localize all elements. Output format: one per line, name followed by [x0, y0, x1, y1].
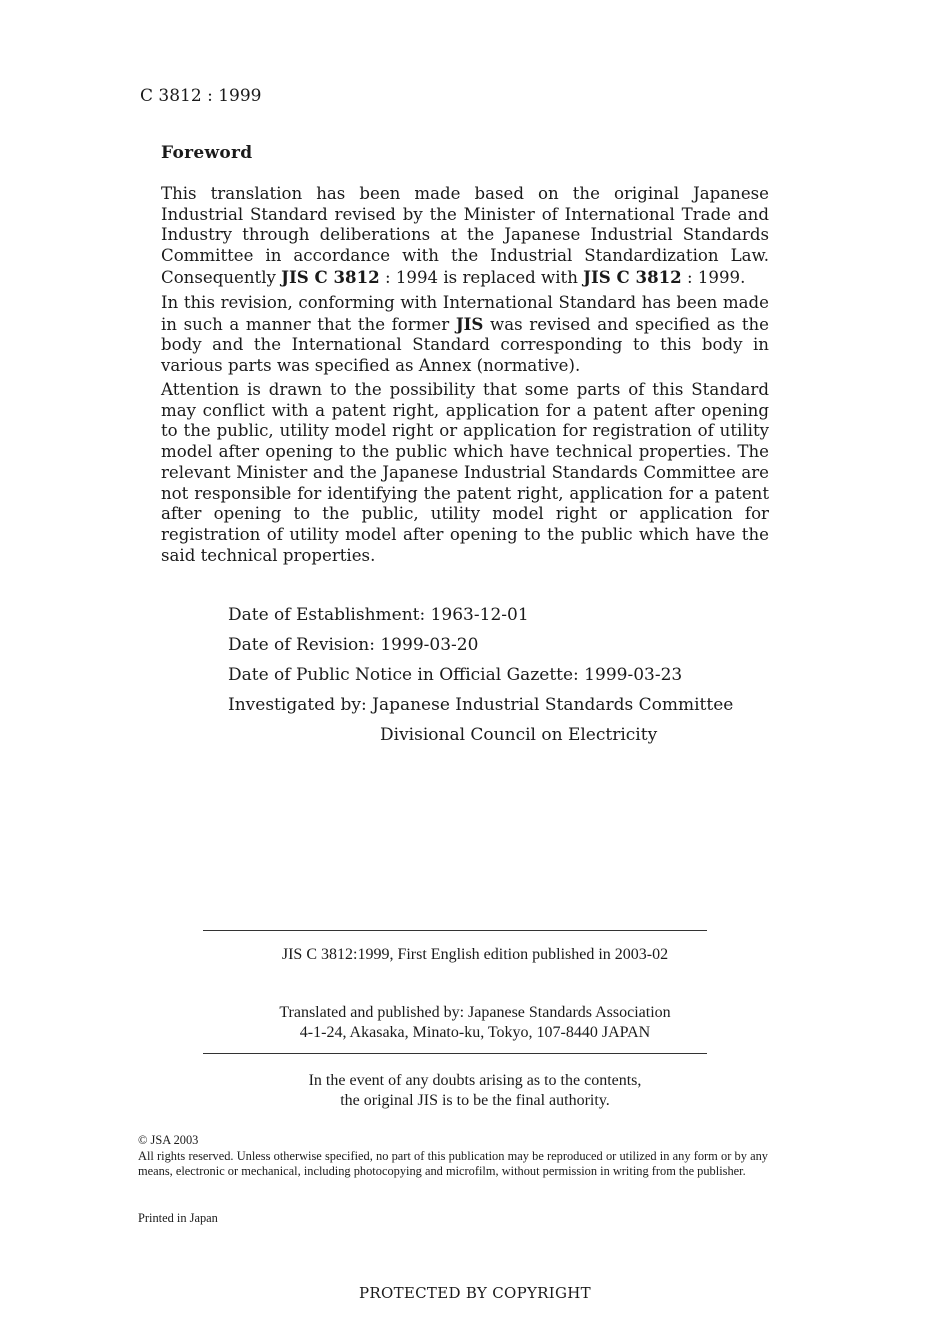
- investigated-by-council: Divisional Council on Electricity: [380, 725, 658, 745]
- paragraph-text: : 1994 is replaced with: [379, 267, 584, 287]
- divider-top: [203, 930, 707, 931]
- date-of-public-notice: Date of Public Notice in Official Gazette: 1999-03-23: [228, 665, 683, 685]
- copyright-notice: © JSA 2003: [138, 1133, 199, 1147]
- standard-reference: JIS C 3812: [281, 266, 380, 287]
- publisher-block: [160, 1003, 790, 1043]
- paragraph-text: In this revision, conforming with International Standard has been made in such a manner that the former: [161, 293, 769, 334]
- authority-notice-line-1: In the event of any doubts arising as to the contents,: [308, 1072, 642, 1089]
- divider-bottom: [203, 1053, 707, 1054]
- edition-statement: JIS C 3812:1999, First English edition published in 2003-02: [281, 946, 669, 963]
- date-of-establishment: Date of Establishment: 1963-12-01: [228, 605, 529, 625]
- protected-by-copyright-footer: PROTECTED BY COPYRIGHT: [359, 1284, 591, 1302]
- authority-notice: [160, 1071, 790, 1111]
- paragraph-text: : 1999.: [681, 267, 746, 287]
- printed-in: Printed in Japan: [138, 1211, 218, 1225]
- standard-reference: JIS: [455, 313, 484, 334]
- authority-notice-line-2: the original JIS is to be the final authority.: [340, 1092, 610, 1109]
- standard-reference: JIS C 3812: [583, 266, 682, 287]
- foreword-paragraph-2: [161, 293, 769, 377]
- foreword-heading: Foreword: [161, 143, 253, 163]
- date-of-revision: Date of Revision: 1999-03-20: [228, 635, 479, 655]
- paragraph-text: This translation has been made based on the original Japanese Industrial Standard revised by the Minister of International Trade and Industry through deliberations at the Japanese Industrial Standards Committee in accordance with the Industrial Standardization Law. Consequently: [161, 184, 769, 287]
- rights-reserved-text: All rights reserved. Unless otherwise specified, no part of this publication may be reproduced or utilized in any form or by any means, electronic or mechanical, including photocopying and microfilm, without permission in writing from the publisher.: [138, 1149, 768, 1178]
- document-code: C 3812 : 1999: [140, 86, 262, 106]
- foreword-paragraph-1: [161, 184, 769, 289]
- publisher-line: Translated and published by: Japanese Standards Association: [279, 1004, 671, 1021]
- investigated-by: Investigated by: Japanese Industrial Standards Committee: [228, 695, 734, 715]
- foreword-paragraph-3: Attention is drawn to the possibility that some parts of this Standard may conflict with a patent right, application for a patent after opening to the public, utility model right or application for registration of utility model after opening to the public which have technical properties. The relevant Minister and the Japanese Industrial Standards Committee are not responsible for identifying the patent right, application for a patent after opening to the public, utility model right or application for registration of utility model after opening to the public which have the said technical properties.: [161, 380, 769, 565]
- publisher-address: 4-1-24, Akasaka, Minato-ku, Tokyo, 107-8440 JAPAN: [299, 1024, 651, 1041]
- paragraph-text: was revised and specified as the body and the International Standard corresponding to this body in various parts was specified as Annex (normative).: [161, 314, 769, 376]
